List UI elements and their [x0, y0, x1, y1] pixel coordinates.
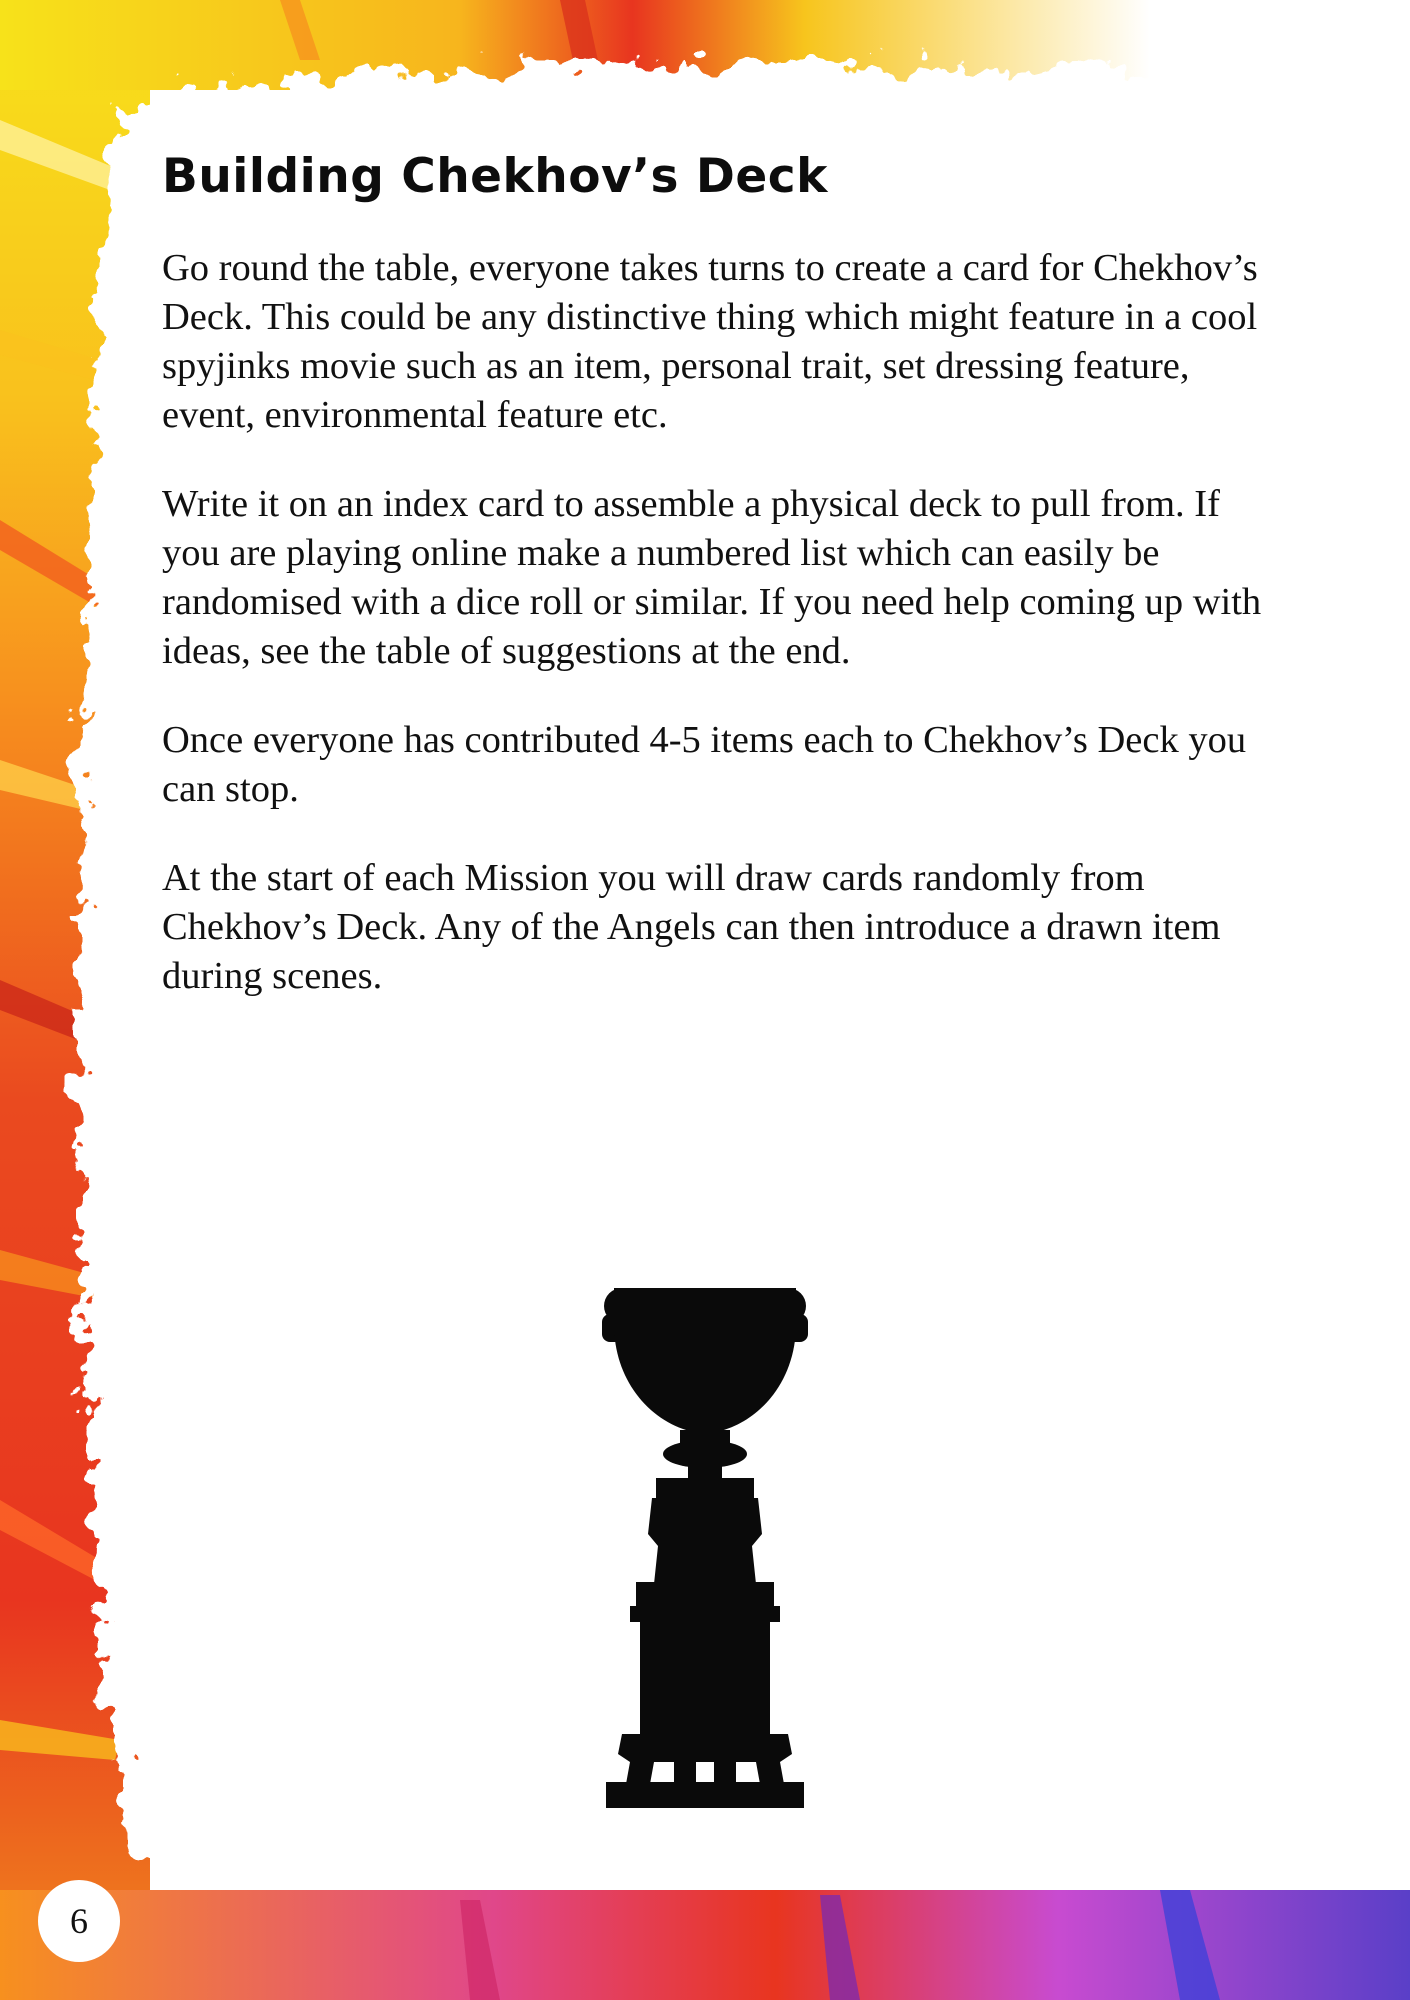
trophy-silhouette-icon — [596, 1284, 814, 1810]
page-title: Building Chekhov’s Deck — [162, 149, 828, 204]
paragraph-index-card: Write it on an index card to assemble a physical deck to pull from. If you are playing online make a numbered list which can easily be randomised with a dice roll or similar. If you need help coming up with ideas, see the table of suggestions at the end. — [162, 483, 1262, 673]
paragraph-intro: Go round the table, everyone takes turns to create a card for Chekhov’s Deck. This could be any distinctive thing which might feature in a cool spyjinks movie such as an item, personal trait, set dressing feature, event, environmental feature etc. — [162, 247, 1258, 437]
page-number: 6 — [70, 1901, 88, 1941]
paragraph-missions: At the start of each Mission you will draw cards randomly from Chekhov’s Deck. Any of the Angels can then introduce a drawn item during scenes. — [162, 857, 1221, 998]
paragraph-contributions: Once everyone has contributed 4-5 items each to Chekhov’s Deck you can stop. — [162, 719, 1247, 811]
text-column — [162, 150, 1262, 1041]
